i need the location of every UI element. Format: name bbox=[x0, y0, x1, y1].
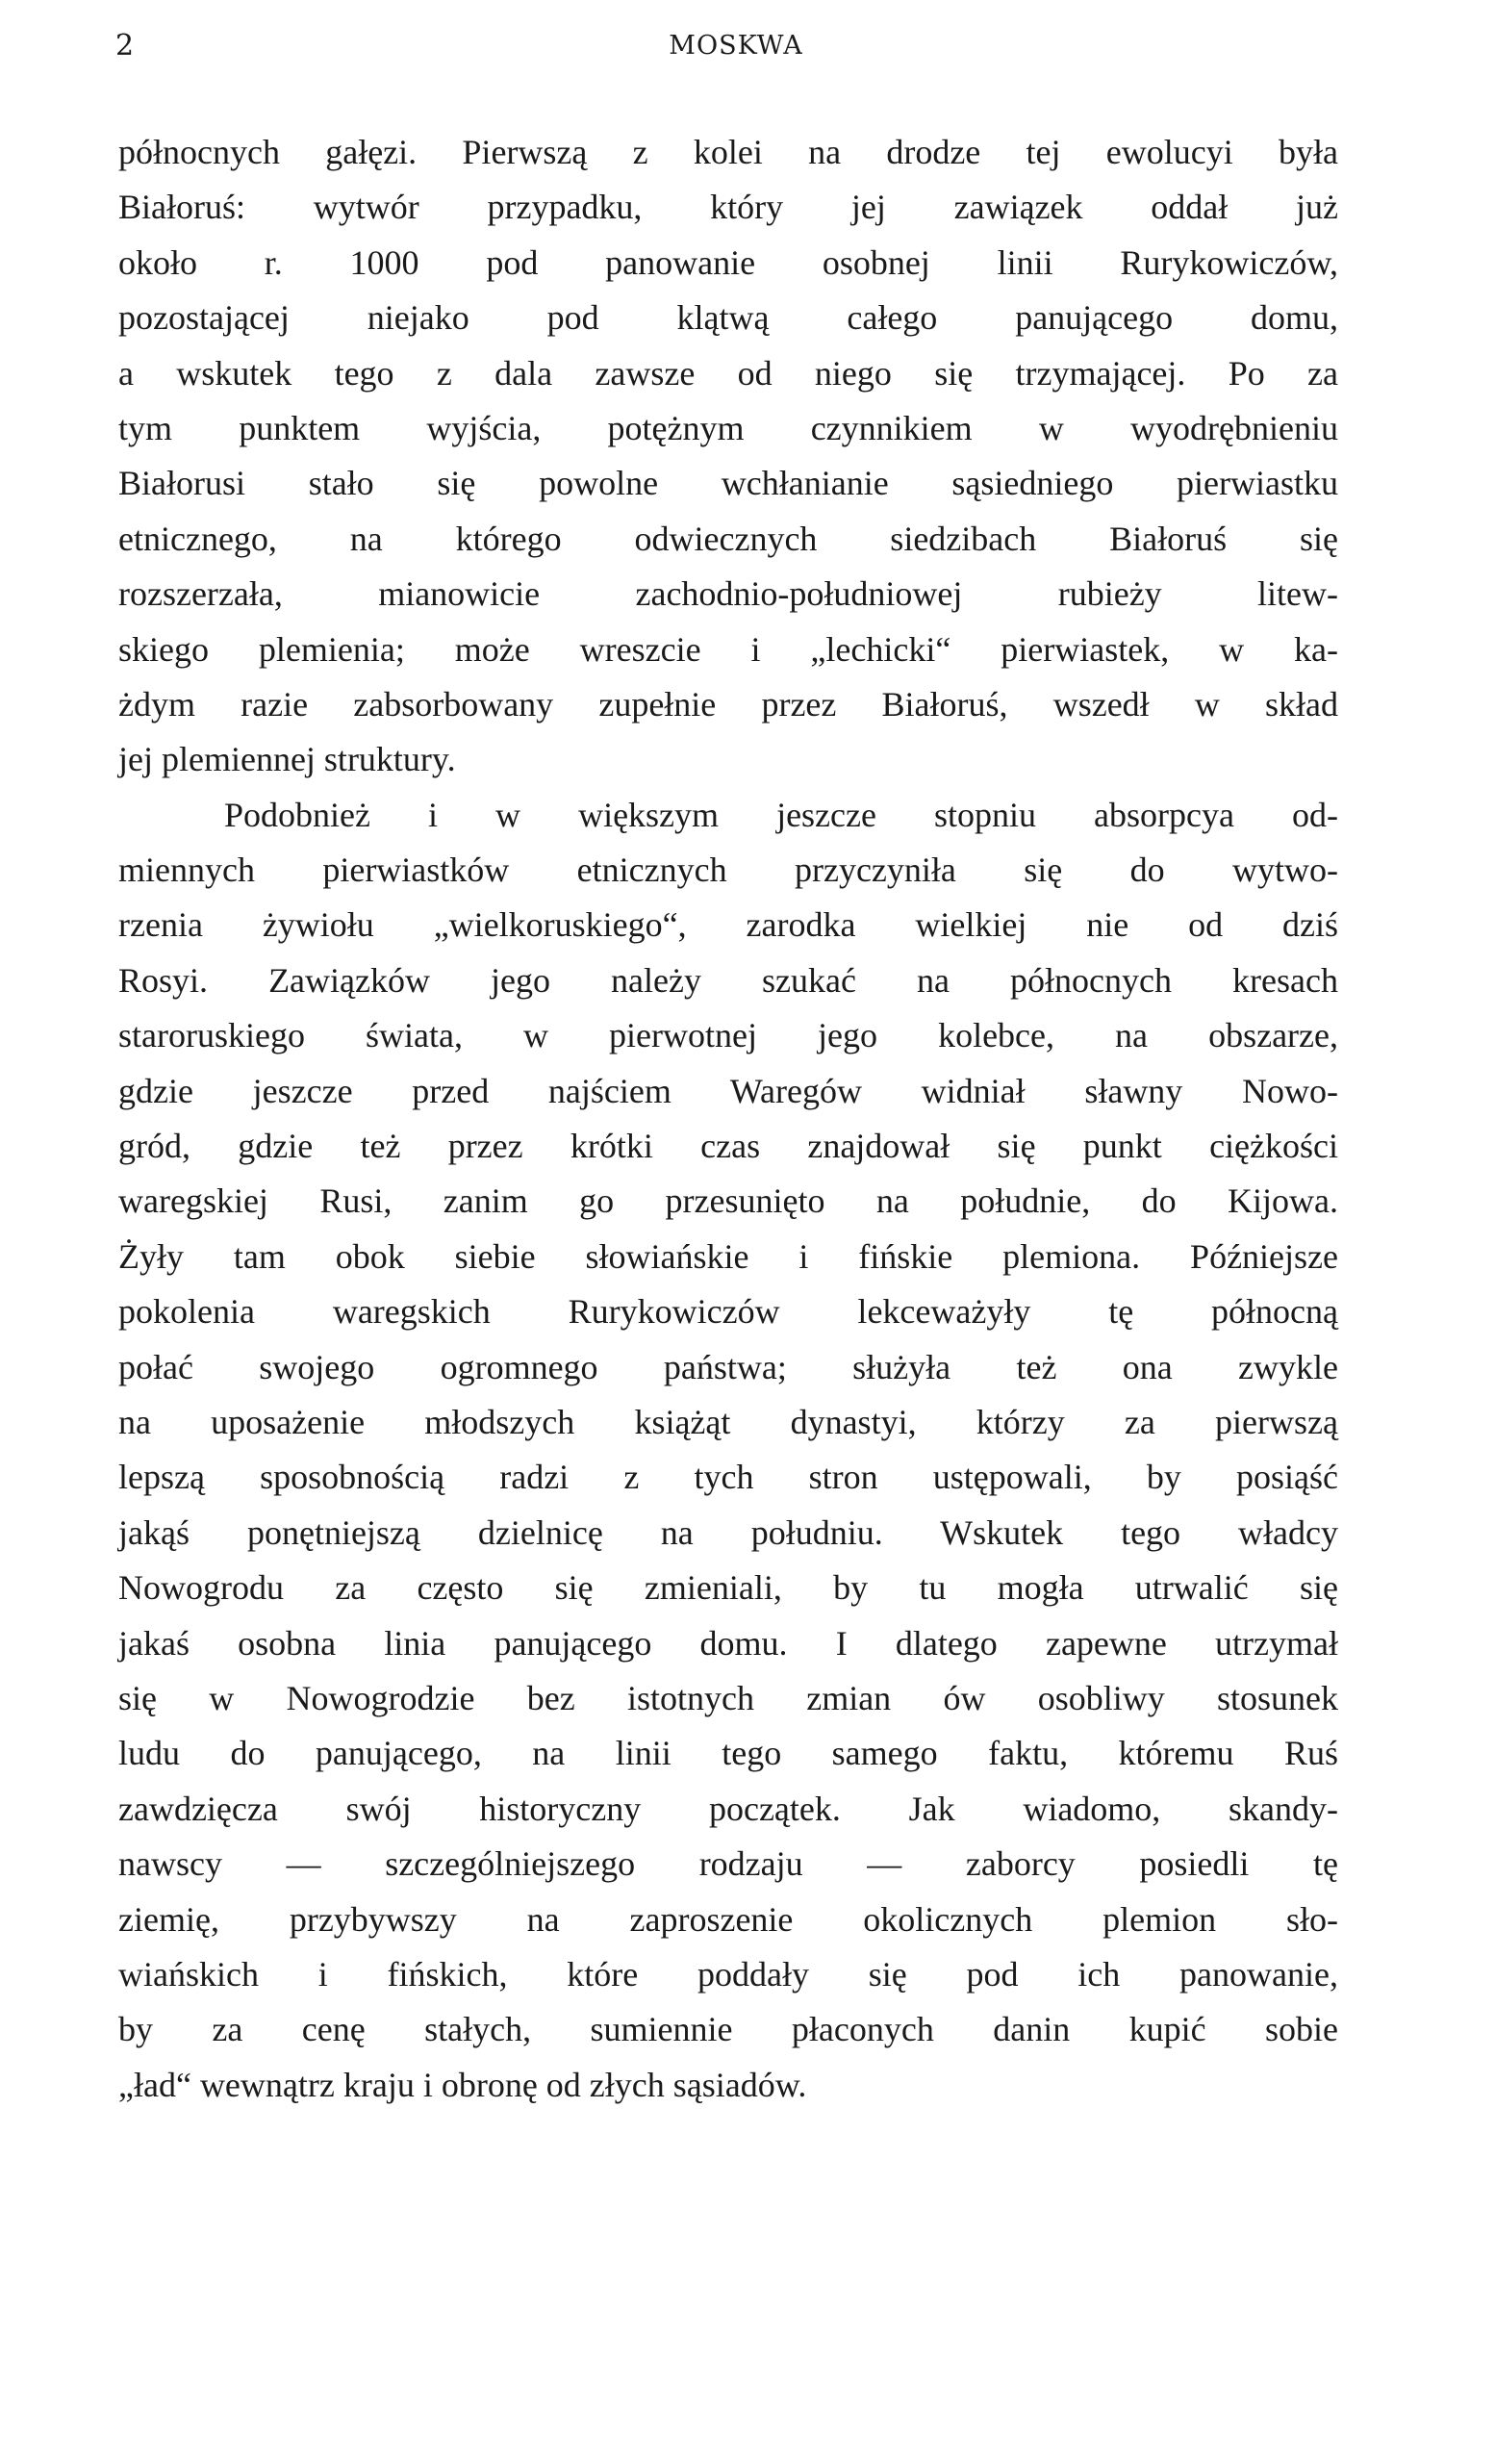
text-line: połać swojego ogromnego państwa; służyła też ona zwykle bbox=[118, 1347, 1338, 1386]
text-line: się w Nowogrodzie bez istotnych zmian ów osobliwy stosunek bbox=[118, 1678, 1338, 1717]
text-line: lepszą sposobnością radzi z tych stron ustępowali, by posiąść bbox=[118, 1458, 1338, 1497]
text-line: pozostającej niejako pod klątwą całego panującego domu, bbox=[118, 298, 1338, 338]
text-line: Nowogrodu za często się zmieniali, by tu mogła utrwalić się bbox=[118, 1568, 1338, 1608]
text-line: etnicznego, na którego odwiecznych siedzibach Białoruś się bbox=[118, 519, 1338, 558]
text-line: żdym razie zabsorbowany zupełnie przez Białoruś, wszedł w skład bbox=[118, 684, 1338, 724]
text-line: na uposażenie młodszych książąt dynastyi, którzy za pierwszą bbox=[118, 1402, 1338, 1441]
text-line: około r. 1000 pod panowanie osobnej linii Rurykowiczów, bbox=[118, 242, 1338, 282]
text-line: ziemię, przybywszy na zaproszenie okolicznych plemion sło- bbox=[118, 1899, 1338, 1939]
text-line: północnych gałęzi. Pierwszą z kolei na drodze tej ewolucyi była bbox=[118, 133, 1338, 171]
running-head bbox=[115, 29, 1356, 67]
text-line: Rosyi. Zawiązków jego należy szukać na północnych kresach bbox=[118, 960, 1338, 1000]
text-line: ludu do panującego, na linii tego samego faktu, któremu Ruś bbox=[118, 1734, 1338, 1773]
text-line: pokolenia waregskich Rurykowiczów lekceważyły tę północną bbox=[118, 1292, 1338, 1332]
text-line: jakąś ponętniejszą dzielnicę na południu. Wskutek tego władcy bbox=[118, 1512, 1338, 1552]
text-line: waregskiej Rusi, zanim go przesunięto na południe, do Kijowa. bbox=[118, 1181, 1338, 1221]
text-line: jakaś osobna linia panującego domu. I dlatego zapewne utrzymał bbox=[118, 1623, 1338, 1663]
text-line: staroruskiego świata, w pierwotnej jego kolebce, na obszarze, bbox=[118, 1016, 1338, 1055]
text-line: gród, gdzie też przez krótki czas znajdował się punkt ciężkości bbox=[118, 1127, 1338, 1166]
text-line: rzenia żywiołu „wielkoruskiego“, zarodka wielkiej nie od dziś bbox=[118, 905, 1338, 945]
text-line: wiańskich i fińskich, które poddały się pod ich panowanie, bbox=[118, 1954, 1338, 1994]
page-number: 2 bbox=[115, 29, 135, 63]
paragraph-end-line: jej plemiennej struktury. bbox=[118, 740, 456, 779]
text-line: Białoruś: wytwór przypadku, który jej zawiązek oddał już bbox=[118, 188, 1338, 227]
body-text bbox=[118, 125, 1338, 2113]
text-line: rozszerzała, mianowicie zachodnio-południowej rubieży litew- bbox=[118, 574, 1338, 614]
text-line: Białorusi stało się powolne wchłanianie sąsiedniego pierwiastku bbox=[118, 464, 1338, 503]
paragraph-start-line: Podobnież i w większym jeszcze stopniu absorpcya od- bbox=[224, 795, 1338, 834]
text-line: a wskutek tego z dala zawsze od niego się trzymającej. Po za bbox=[118, 353, 1338, 393]
paragraph-end-line: „ład“ wewnątrz kraju i obronę od złych sąsiadów. bbox=[118, 2065, 807, 2104]
text-line: gdzie jeszcze przed najściem Waregów widniał sławny Nowo- bbox=[118, 1071, 1338, 1110]
running-title: MOSKWA bbox=[669, 31, 803, 61]
text-line: by za cenę stałych, sumiennie płaconych danin kupić sobie bbox=[118, 2010, 1338, 2049]
text-line: Żyły tam obok siebie słowiańskie i fińskie plemiona. Późniejsze bbox=[118, 1236, 1338, 1276]
text-line: nawscy — szczególniejszego rodzaju — zaborcy posiedli tę bbox=[118, 1844, 1338, 1884]
text-line: miennych pierwiastków etnicznych przyczyniła się do wytwo- bbox=[118, 851, 1338, 890]
text-line: zawdzięcza swój historyczny początek. Jak wiadomo, skandy- bbox=[118, 1789, 1338, 1828]
text-line: tym punktem wyjścia, potężnym czynnikiem w wyodrębnieniu bbox=[118, 408, 1338, 447]
text-line: skiego plemienia; może wreszcie i „lechicki“ pierwiastek, w ka- bbox=[118, 629, 1338, 669]
